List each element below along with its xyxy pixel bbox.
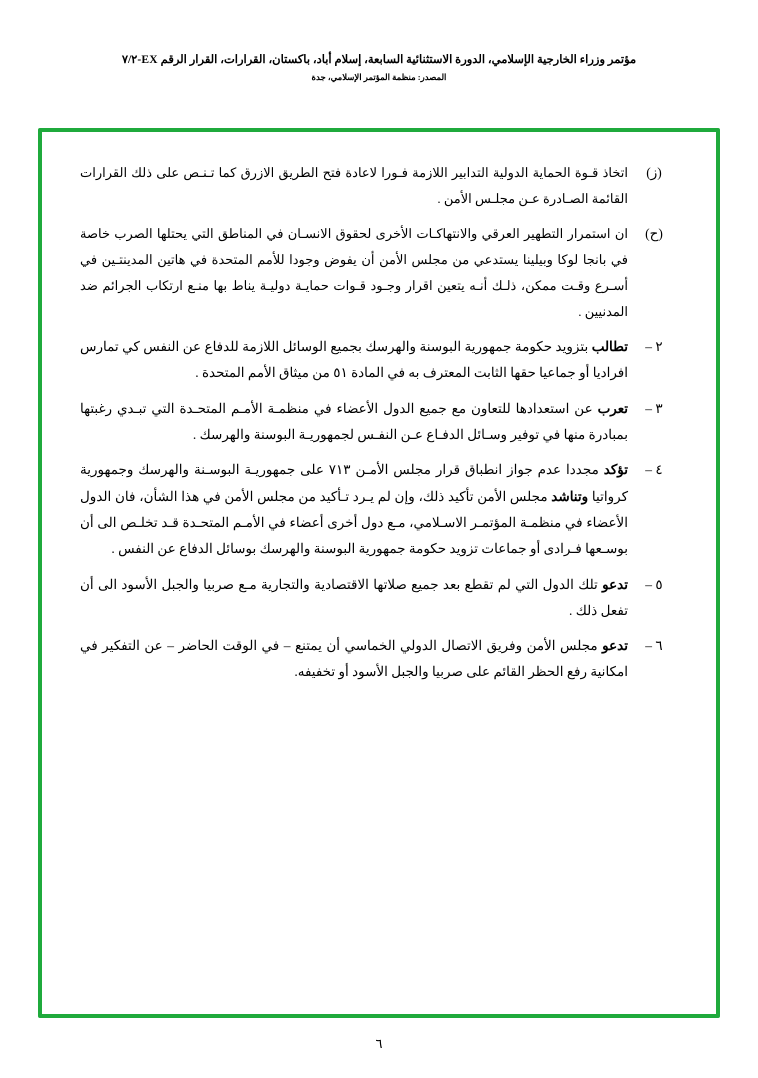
list-item <box>80 334 680 387</box>
item-paragraph <box>80 396 628 449</box>
item-marker: (ح) <box>645 226 663 241</box>
list-item <box>80 221 680 325</box>
list-item <box>80 457 680 562</box>
item-text: مجددا عدم جواز انطباق قرار مجلس الأمـن ٧١٣ على جمهوريـة البوسـنة والهرسك وجمهورية كرواتيا وتناشد مجلس الأمن تأكيد ذلك، وإن لم يـرد تـأكيد من مجلس الأمن في هذا الشأن، فان الدول الأعضاء في منظمـة المؤتمـر الاسـلامي، مـع دول أخرى أعضاء في الأمـم المتحـدة قـد تخلـص الى أن بوسـعها فـرادى أو جماعات تزويد حكومة جمهورية البوسنة والهرسك بوسائل الدفاع عن النفس . <box>80 462 628 557</box>
item-text: بتزويد حكومة جمهورية البوسنة والهرسك بجميع الوسائل اللازمة للدفاع عن النفس كي تمارس افرادیا أو جماعيا حقها الثابت المعترف به في المادة ٥١ من ميثاق الأمم المتحدة . <box>80 339 628 381</box>
item-paragraph <box>80 457 628 562</box>
page-number: ٦ <box>375 1036 383 1051</box>
item-paragraph <box>80 572 628 625</box>
item-marker: ٤ – <box>645 462 663 478</box>
header-source-line: المصدر: منظمة المؤتمر الإسلامي، جدة <box>311 72 447 83</box>
item-marker: ٢ – <box>645 339 663 354</box>
list-item <box>80 633 680 686</box>
item-marker: ٦ – <box>645 638 663 654</box>
item-text: ان استمرار التطهير العرقي والانتهاكـات الأخرى لحقوق الانسـان في المناطق التي يحتلها الصرب خاصة في بانجا لوكا وبيلينا يستدعي من مجلس الأمن أن يفوض وجودا للأمم المتحدة في هاتين المدينتـين في أسـرع وقـت ممكن، ذلـك أنـه يتعين اقرار وجـود قـوات حمايـة دوليـة يناط بها منـع ارتكاب الجرائم ضد المدنيين . <box>80 226 628 319</box>
item-lead-word: تطالب <box>591 339 629 354</box>
document-body <box>58 146 700 1004</box>
item-marker: (ز) <box>646 165 662 180</box>
item-emphasis-word: وتناشد <box>551 488 589 504</box>
item-text: عن استعدادها للتعاون مع جميع الدول الأعضاء في منظمـة الأمـم المتحـدة التي تبـدي رغبتها بمبادرة منها في توفير وسـائل الدفـاع عـن النفـس لجمهوريـة البوسنة والهرسك . <box>80 400 628 442</box>
item-text: مجلس الأمن وفريق الاتصال الدولي الخماسي أن يمتنع – في الوقت الحاضر – عن التفكير في امكانية رفع الحظر القائم على صربيا والجبل الأسود أو تخفيفه. <box>80 638 628 680</box>
list-item <box>80 572 680 625</box>
list-item <box>80 160 680 212</box>
item-lead-word: تؤكد <box>603 462 628 478</box>
item-text: اتخاذ قـوة الحماية الدولية التدابير اللازمة فـورا لاعادة فتح الطريق الازرق كما تـنـص على ذلك القرارات القائمة الصـادرة عـن مجلـس الأمن . <box>80 165 628 206</box>
document-header <box>0 52 758 83</box>
item-paragraph <box>80 633 628 686</box>
item-paragraph <box>80 334 628 387</box>
item-marker: ٣ – <box>645 400 663 416</box>
item-lead-word: تعرب <box>597 400 628 416</box>
item-lead-word: تدعو <box>602 638 629 654</box>
item-marker: ٥ – <box>645 576 663 592</box>
header-title-line: مؤتمر وزراء الخارجية الإسلامي، الدورة الاستثنائية السابعة، إسلام أباد، باكستان، القرارات، القرار الرقم EX-٧/٢ <box>121 54 637 66</box>
item-text: تلك الدول التي لم تقطع بعد جميع صلاتها الاقتصادية والتجارية مـع صربيا والجبل الأسود الى أن تفعل ذلك . <box>80 576 628 618</box>
list-item <box>80 396 680 449</box>
item-lead-word: تدعو <box>602 576 628 592</box>
